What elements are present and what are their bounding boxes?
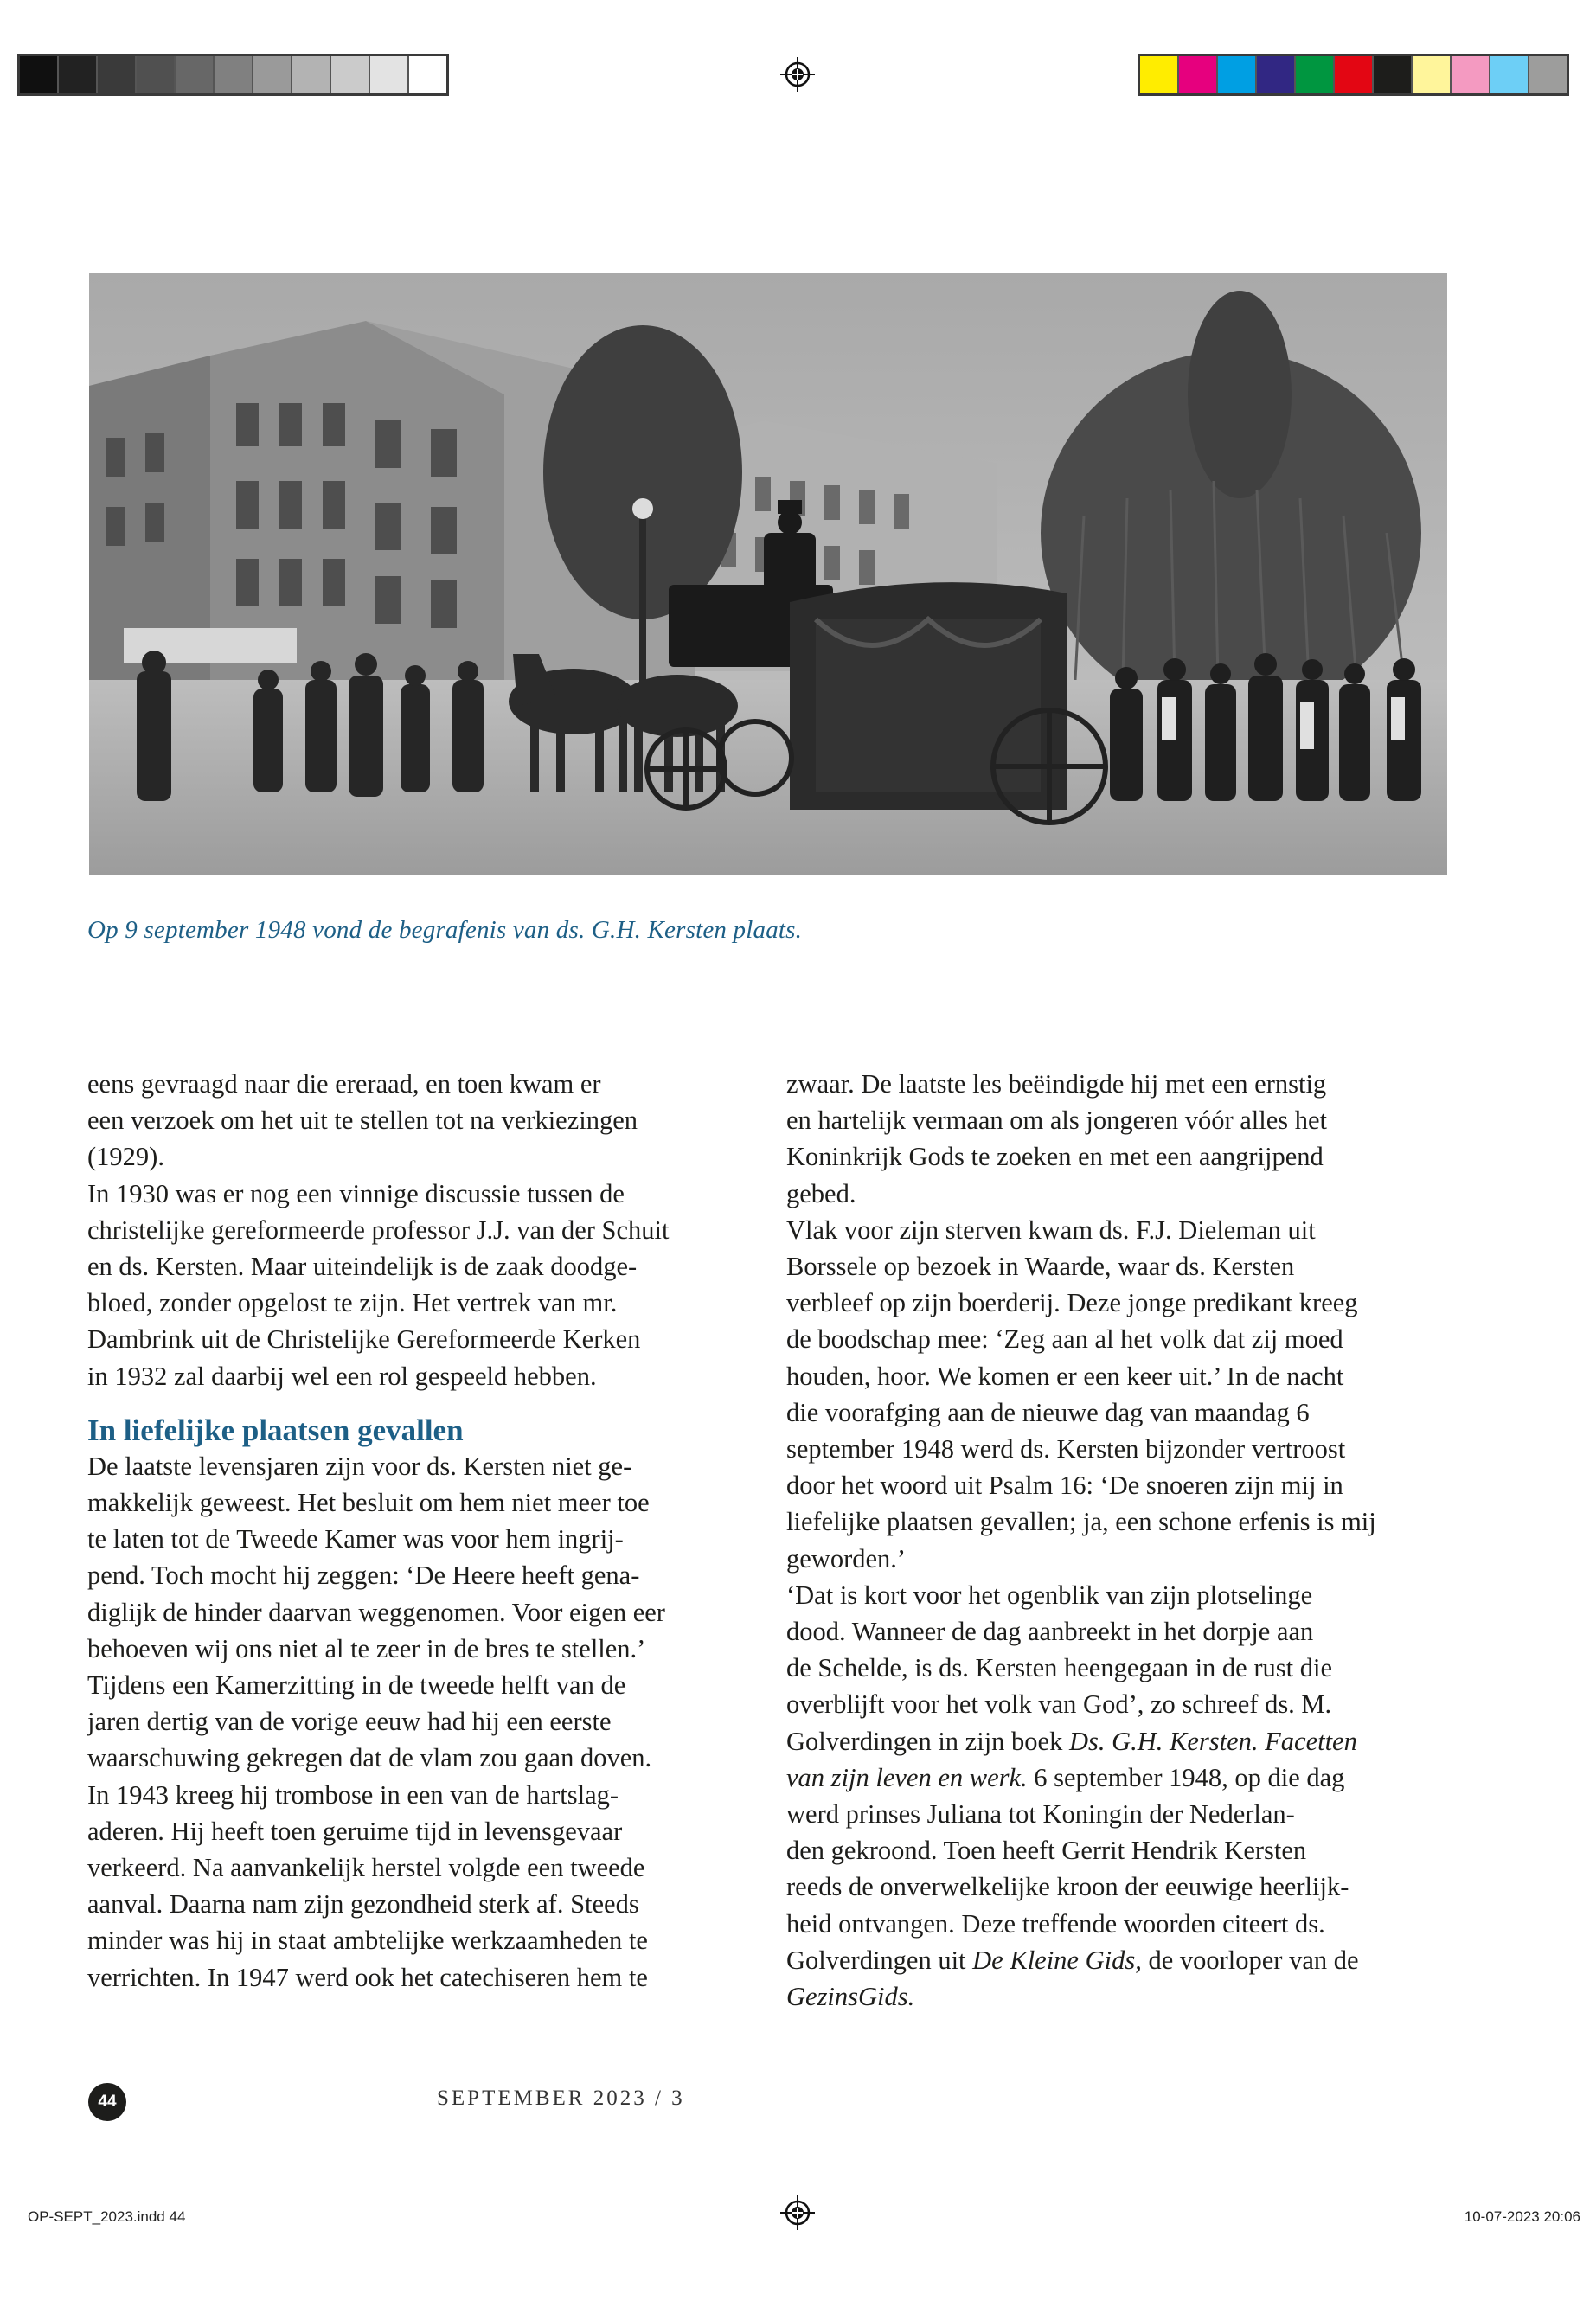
text-line: dood. Wanneer de dag aanbreekt in het dorpje aan bbox=[786, 1617, 1314, 1647]
text-line: die voorafging aan de nieuwe dag van maandag 6 bbox=[786, 1397, 1310, 1427]
text-line: geworden.’ bbox=[786, 1543, 907, 1574]
text-line: en ds. Kersten. Maar uiteindelijk is de zaak doodge- bbox=[87, 1252, 638, 1282]
grayscale-swatch bbox=[176, 56, 215, 93]
text-line: verbleef op zijn boerderij. Deze jonge predikant kreeg bbox=[786, 1288, 1358, 1318]
registration-mark-icon bbox=[780, 2195, 815, 2230]
text-line: de boodschap mee: ‘Zeg aan al het volk dat zij moed bbox=[786, 1324, 1343, 1355]
text-line: Tijdens een Kamerzitting in de tweede helft van de bbox=[87, 1670, 626, 1701]
color-swatch bbox=[1179, 56, 1218, 93]
grayscale-swatch bbox=[253, 56, 292, 93]
text-line: bloed, zonder opgelost te zijn. Het vertrek van mr. bbox=[87, 1288, 618, 1318]
text-line: pend. Toch mocht hij zeggen: ‘De Heere heeft gena- bbox=[87, 1561, 640, 1591]
photo-caption: Op 9 september 1948 vond de begrafenis van ds. G.H. Kersten plaats. bbox=[87, 916, 803, 944]
text-line: (1929). bbox=[87, 1142, 164, 1172]
grayscale-swatch bbox=[331, 56, 370, 93]
text-line: minder was hij in staat ambtelijke werkzaamheden te bbox=[87, 1926, 648, 1956]
text-fragment: 6 september 1948, op die dag bbox=[1027, 1762, 1345, 1792]
color-swatch bbox=[1452, 56, 1490, 93]
text-line: overblijft voor het volk van God’, zo schreef ds. M. bbox=[786, 1689, 1332, 1720]
text-line: diglijk de hinder daarvan weggenomen. Voor eigen eer bbox=[87, 1597, 665, 1627]
text-line: Dambrink uit de Christelijke Gereformeerde Kerken bbox=[87, 1324, 641, 1355]
text-line bbox=[786, 1906, 1444, 1942]
paragraph-block bbox=[786, 1796, 1444, 1978]
article-column-right bbox=[786, 1066, 1444, 2015]
grayscale-calibration-bar bbox=[17, 54, 449, 96]
photo-funeral-procession-icon bbox=[89, 273, 1447, 875]
text-line: eens gevraagd naar die ereraad, en toen kwam er bbox=[87, 1069, 601, 1099]
text-line: september 1948 werd ds. Kersten bijzonder vertroost bbox=[786, 1434, 1346, 1465]
color-swatch bbox=[1335, 56, 1374, 93]
text-fragment: den gekroond. Toen heeft Gerrit Hendrik Kersten bbox=[786, 1836, 1307, 1866]
paragraph-block bbox=[87, 1066, 745, 1394]
article-column-left bbox=[87, 1066, 745, 1996]
magazine-title: GezinsGids. bbox=[786, 1982, 915, 2012]
text-line: verrichten. In 1947 werd ook het catechiseren hem te bbox=[87, 1962, 648, 1992]
grayscale-swatch bbox=[59, 56, 98, 93]
color-swatch bbox=[1140, 56, 1179, 93]
text-line: aanval. Daarna nam zijn gezondheid sterk af. Steeds bbox=[87, 1889, 639, 1920]
text-line: verkeerd. Na aanvankelijk herstel volgde een tweede bbox=[87, 1853, 645, 1883]
historic-funeral-photo bbox=[89, 273, 1447, 875]
text-line: een verzoek om het uit te stellen tot na verkiezingen bbox=[87, 1106, 638, 1136]
text-line bbox=[786, 1796, 1444, 1832]
grayscale-swatch bbox=[98, 56, 137, 93]
grayscale-swatch bbox=[292, 56, 331, 93]
text-line: behoeven wij ons niet al te zeer in de bres te stellen.’ bbox=[87, 1633, 646, 1663]
section-heading: In liefelijke plaatsen gevallen bbox=[87, 1413, 464, 1447]
color-swatch bbox=[1296, 56, 1335, 93]
text-line: zwaar. De laatste les beëindigde hij met een ernstig bbox=[786, 1069, 1327, 1099]
color-swatch bbox=[1374, 56, 1413, 93]
magazine-title: De Kleine Gids, bbox=[972, 1945, 1142, 1975]
text-line: Borssele op bezoek in Waarde, waar ds. Kersten bbox=[786, 1252, 1295, 1282]
text-fragment: reeds de onverwelkelijke kroon der eeuwige heerlijk- bbox=[786, 1872, 1349, 1902]
print-timestamp: 10-07-2023 20:06 bbox=[1464, 2208, 1580, 2225]
color-swatch bbox=[1413, 56, 1452, 93]
color-swatch bbox=[1529, 56, 1567, 93]
text-line: liefelijke plaatsen gevallen; ja, een schone erfenis is mij bbox=[786, 1507, 1376, 1537]
registration-mark-icon bbox=[780, 57, 815, 92]
issue-label: SEPTEMBER 2023 / 3 bbox=[437, 2086, 685, 2110]
text-line: In 1943 kreeg hij trombose in een van de hartslag- bbox=[87, 1779, 619, 1810]
grayscale-swatch bbox=[20, 56, 59, 93]
text-line bbox=[786, 1978, 1444, 2015]
text-line: ‘Dat is kort voor het ogenblik van zijn plotselinge bbox=[786, 1580, 1313, 1610]
grayscale-swatch bbox=[137, 56, 176, 93]
text-line: houden, hoor. We komen er een keer uit.’ In de nacht bbox=[786, 1361, 1344, 1391]
text-line: aderen. Hij heeft toen geruime tijd in levensgevaar bbox=[87, 1816, 623, 1846]
paragraph-block bbox=[87, 1448, 745, 1996]
text-line: de Schelde, is ds. Kersten heengegaan in de rust die bbox=[786, 1653, 1332, 1683]
text-fragment: de voorloper van de bbox=[1141, 1945, 1359, 1975]
text-line bbox=[786, 1832, 1444, 1868]
text-fragment: heid ontvangen. Deze treffende woorden citeert ds. bbox=[786, 1908, 1325, 1939]
color-calibration-bar bbox=[1138, 54, 1569, 96]
text-fragment: Golverdingen in zijn boek bbox=[786, 1726, 1063, 1756]
text-line: jaren dertig van de vorige eeuw had hij een eerste bbox=[87, 1707, 612, 1737]
grayscale-swatch bbox=[409, 56, 446, 93]
book-title: Ds. G.H. Kersten. Facetten bbox=[1068, 1726, 1357, 1756]
text-line: en hartelijk vermaan om als jongeren vóór alles het bbox=[786, 1106, 1328, 1136]
grayscale-swatch bbox=[370, 56, 409, 93]
grayscale-swatch bbox=[215, 56, 253, 93]
text-line bbox=[786, 1759, 1444, 1796]
text-line: gebed. bbox=[786, 1178, 856, 1208]
page-number-badge: 44 bbox=[88, 2083, 126, 2121]
text-fragment: Golverdingen uit bbox=[786, 1945, 966, 1975]
text-line: door het woord uit Psalm 16: ‘De snoeren zijn mij in bbox=[786, 1471, 1343, 1501]
text-line: In 1930 was er nog een vinnige discussie tussen de bbox=[87, 1178, 625, 1208]
text-line: Vlak voor zijn sterven kwam ds. F.J. Dieleman uit bbox=[786, 1215, 1316, 1245]
text-line: makkelijk geweest. Het besluit om hem niet meer toe bbox=[87, 1488, 650, 1518]
text-line bbox=[786, 1723, 1444, 1759]
color-swatch bbox=[1490, 56, 1529, 93]
file-slug: OP-SEPT_2023.indd 44 bbox=[28, 2208, 186, 2225]
color-swatch bbox=[1218, 56, 1257, 93]
color-swatch bbox=[1257, 56, 1296, 93]
paragraph-block bbox=[786, 1066, 1444, 1759]
text-line: te laten tot de Tweede Kamer was voor hem ingrij- bbox=[87, 1524, 624, 1554]
text-fragment: werd prinses Juliana tot Koningin der Nederlan- bbox=[786, 1799, 1295, 1830]
text-line bbox=[786, 1868, 1444, 1905]
text-line: christelijke gereformeerde professor J.J. van der Schuit bbox=[87, 1215, 670, 1245]
book-title: van zijn leven en werk. bbox=[786, 1762, 1028, 1792]
text-line bbox=[786, 1942, 1444, 1978]
text-line: in 1932 zal daarbij wel een rol gespeeld hebben. bbox=[87, 1361, 597, 1391]
text-line: Koninkrijk Gods te zoeken en met een aangrijpend bbox=[786, 1142, 1324, 1172]
text-line: De laatste levensjaren zijn voor ds. Kersten niet ge- bbox=[87, 1451, 632, 1481]
text-line: waarschuwing gekregen dat de vlam zou gaan doven. bbox=[87, 1743, 652, 1773]
